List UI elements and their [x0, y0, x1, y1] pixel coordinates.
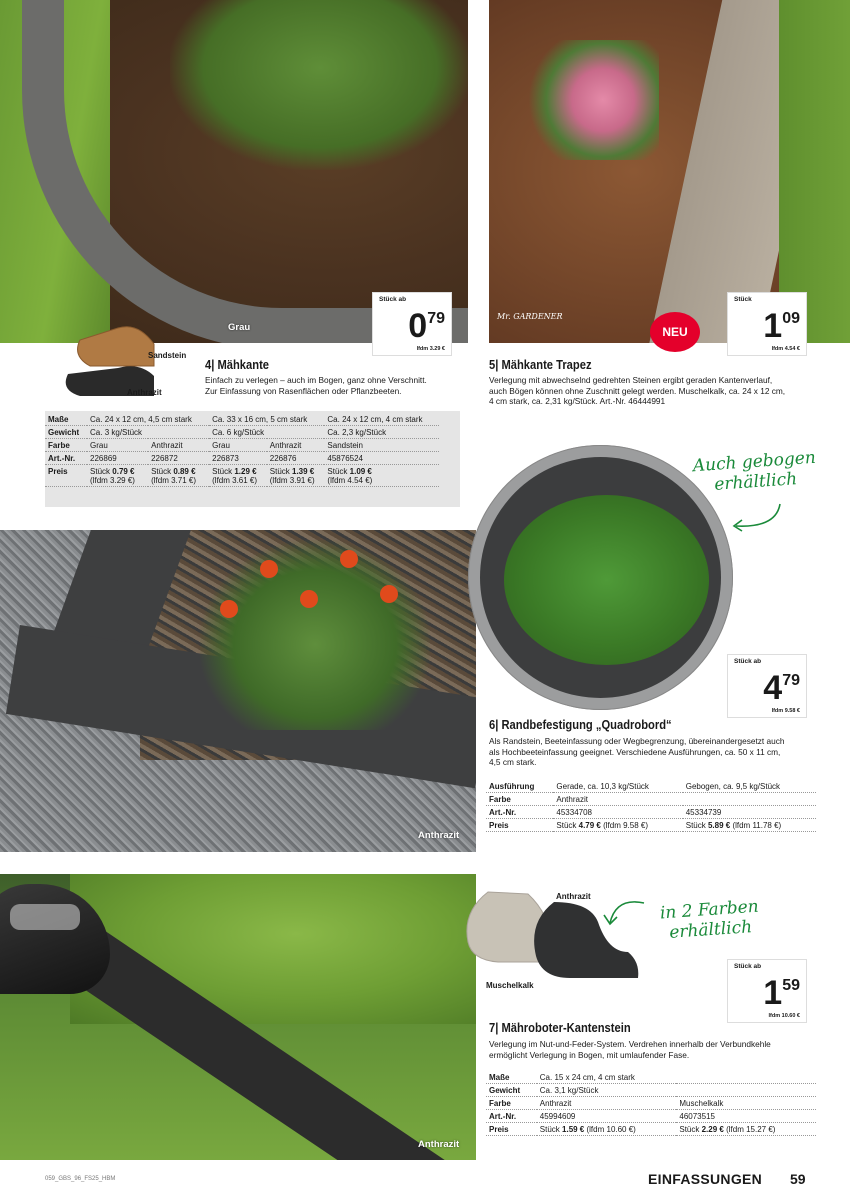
new-badge: NEU	[650, 312, 700, 352]
flower	[380, 585, 398, 603]
price-label: Stück ab	[734, 963, 762, 970]
price-value: $4^{79}$	[763, 669, 800, 707]
table-row: Art.-Nr. 226869 226872 226873 226876 45876524	[45, 452, 439, 465]
price-label: Stück ab	[379, 296, 407, 303]
photo-label-anthrazit: Anthrazit	[418, 1139, 460, 1150]
table-row: Maße Ca. 15 x 24 cm, 4 cm stark	[486, 1071, 816, 1084]
heading-item7: 7| Mähroboter-Kantenstein	[489, 1020, 631, 1035]
price-box-item7	[727, 959, 807, 1023]
spec-table-item4	[45, 413, 439, 487]
swatch-label-anthrazit: Anthrazit	[127, 388, 162, 397]
page-number: 59	[790, 1171, 806, 1187]
photo-quadrobord-anthrazit	[0, 530, 476, 852]
photo-quadrobord-round	[468, 445, 733, 710]
photo-mahroboter	[0, 874, 476, 1160]
price-label: Stück ab	[734, 658, 762, 665]
price-unit: lfdm 3.29 €	[416, 346, 445, 352]
price-box-item4	[372, 292, 452, 356]
desc-item4: Einfach zu verlegen – auch im Bogen, ganz ohne Verschnitt. Zur Einfassung von Rasenflächen oder Pflanzbeeten.	[205, 375, 427, 396]
section-title: EINFASSUNGEN	[648, 1171, 763, 1187]
heading-item4: 4| Mähkante	[205, 357, 270, 372]
print-code: 059_GBS_96_FS25_HBM	[45, 1176, 116, 1182]
swatch-label-sandstein: Sandstein	[148, 351, 187, 360]
photo-label-grau: Grau	[228, 322, 251, 333]
price-unit: lfdm 9.58 €	[771, 708, 800, 714]
handwritten-note-farben: in 2 Farben erhältlich	[659, 896, 760, 943]
handwritten-note-gebogen: Auch gebogen erhältlich	[692, 447, 817, 495]
hydrangea-pink	[519, 40, 659, 160]
photo-label-anthrazit: Anthrazit	[418, 830, 460, 841]
table-row: Farbe Anthrazit Muschelkalk	[486, 1097, 816, 1110]
swatch-label-anthrazit: Anthrazit	[556, 892, 591, 901]
price-value: $1^{59}$	[763, 974, 800, 1012]
desc-item5: Verlegung mit abwechselnd gedrehten Steinen ergibt geraden Kantenverlauf, auch Bögen können ohne Zuschnitt gelegt werden. Muschelkalk, ca. 24 x 12 cm, 4 cm stark, ca. 2,31 kg/Stück. Art.-Nr. 46444991	[489, 375, 786, 406]
table-row: Gewicht Ca. 3 kg/Stück Ca. 6 kg/Stück Ca. 2,3 kg/Stück	[45, 426, 439, 439]
spec-table-item6	[486, 780, 816, 832]
table-row: Maße Ca. 24 x 12 cm, 4,5 cm stark Ca. 33 x 16 cm, 5 cm stark Ca. 24 x 12 cm, 4 cm stark	[45, 413, 439, 426]
table-row: Art.-Nr. 45994609 46073515	[486, 1110, 816, 1123]
arrow-icon	[728, 500, 788, 536]
heading-item5: 5| Mähkante Trapez	[489, 357, 592, 372]
flower	[220, 600, 238, 618]
spec-table-item7	[486, 1071, 816, 1136]
nasturtium-plant	[200, 540, 430, 730]
swatch-label-muschelkalk: Muschelkalk	[486, 981, 534, 990]
flower	[340, 550, 358, 568]
price-unit: lfdm 10.60 €	[768, 1013, 800, 1019]
brand-logo: Mr. GARDENER	[497, 312, 563, 321]
price-unit: lfdm 4.54 €	[771, 346, 800, 352]
flower	[300, 590, 318, 608]
heading-item6: 6| Randbefestigung „Quadrobord“	[489, 717, 672, 732]
robot-mower-top	[10, 904, 80, 930]
price-value: $1^{09}$	[763, 307, 800, 345]
flower	[260, 560, 278, 578]
price-box-item6	[727, 654, 807, 718]
desc-item6: Als Randstein, Beeteinfassung oder Wegbegrenzung, übereinandergesetzt auch als Hochbeeteinfassung geeignet. Verschiedene Ausführungen, ca. 50 x 11 cm, 4,5 cm stark.	[489, 736, 785, 767]
table-row: Gewicht Ca. 3,1 kg/Stück	[486, 1084, 816, 1097]
table-row: Ausführung Gerade, ca. 10,3 kg/Stück Gebogen, ca. 9,5 kg/Stück	[486, 780, 816, 793]
mahkante-swatches-image	[58, 322, 168, 398]
price-label: Stück	[734, 296, 752, 303]
price-value: $0^{79}$	[408, 307, 445, 345]
table-row: Preis Stück 0.79 € (lfdm 3.29 €) Stück 0.89 € (lfdm 3.71 €) Stück 1.29 € (lfdm 3.61 €) Stück 1.39 € (lfdm 3.91 €) Stück 1.09 € (lfdm 4.54 €)	[45, 465, 439, 487]
table-row: Art.-Nr. 45334708 45334739	[486, 806, 816, 819]
flower-bed	[504, 495, 709, 665]
table-row: Preis Stück 4.79 € (lfdm 9.58 €) Stück 5.89 € (lfdm 11.78 €)	[486, 819, 816, 832]
table-row: Farbe Grau Anthrazit Grau Anthrazit Sandstein	[45, 439, 439, 452]
price-box-item5	[727, 292, 807, 356]
table-row: Preis Stück 1.59 € (lfdm 10.60 €) Stück 2.29 € (lfdm 15.27 €)	[486, 1123, 816, 1136]
desc-item7: Verlegung im Nut-und-Feder-System. Verdrehen innerhalb der Verbundkehle ermöglicht Verlegung in Bogen, mit umlaufender Fase.	[489, 1039, 771, 1060]
table-row: Farbe Anthrazit	[486, 793, 816, 806]
